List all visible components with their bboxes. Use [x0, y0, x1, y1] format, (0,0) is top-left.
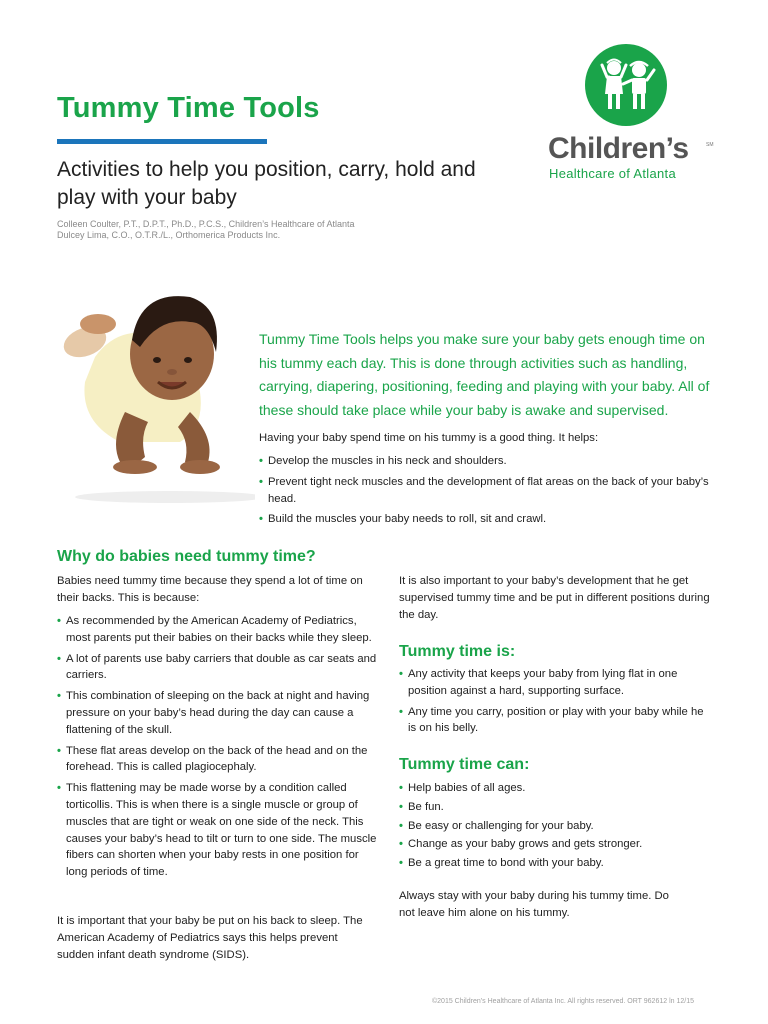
list-item: • This combination of sleeping on the back at night and having pressure on your baby’s head during the day can cause a flattening of the skull.: [57, 688, 379, 738]
list-item: • As recommended by the American Academy of Pediatrics, most parents put their babies on their backs while they sleep.: [57, 613, 379, 647]
why-list: [57, 613, 379, 885]
list-item: • This flattening may be made worse by a condition called torticollis. This is when there is a single muscle or group of muscles that are tight or weak on one side of the neck. This causes your baby’s head to tilt or turn to one side. The muscle fibers can shorten when your baby rests in one position for long periods of time.: [57, 780, 379, 881]
logo-subtitle: Healthcare of Atlanta: [549, 166, 676, 181]
list-item: • Help babies of all ages.: [399, 780, 714, 797]
helps-list: [259, 453, 719, 532]
list-item: • Change as your baby grows and gets stronger.: [399, 836, 714, 853]
tummy-time-is-list: [399, 666, 714, 741]
author-line: Dulcey Lima, C.O., O.T.R./L., Orthomerica Products Inc.: [57, 230, 281, 240]
list-item: • Build the muscles your baby needs to roll, sit and crawl.: [259, 511, 719, 528]
list-item: • Be easy or challenging for your baby.: [399, 818, 714, 835]
list-item: • Any time you carry, position or play with your baby while he is on his belly.: [399, 704, 714, 738]
list-item: • A lot of parents use baby carriers that double as car seats and carriers.: [57, 651, 379, 685]
list-item: • These flat areas develop on the back of the head and on the forehead. This is called plagiocephaly.: [57, 743, 379, 777]
baby-photo: [40, 262, 255, 512]
tummy-time-can-heading: Tummy time can:: [399, 756, 530, 773]
why-closing: It is important that your baby be put on his back to sleep. The American Academy of Pediatrics says this helps prevent sudden infant death syndrome (SIDS).: [57, 915, 363, 961]
logo-wordmark: Children’s: [548, 132, 689, 165]
list-item: • Prevent tight neck muscles and the development of flat areas on the back of your baby’s head.: [259, 474, 719, 508]
page-title: Tummy Time Tools: [57, 92, 320, 124]
authors: [57, 219, 355, 241]
children-figures-icon: [585, 44, 667, 126]
tummy-time-can-list: [399, 780, 714, 874]
list-item: • Any activity that keeps your baby from lying flat in one position against a hard, supporting surface.: [399, 666, 714, 700]
service-mark: SM: [706, 142, 714, 148]
page-subtitle: Activities to help you position, carry, hold and play with your baby: [57, 158, 476, 209]
title-underline: [57, 139, 267, 144]
why-lead: Babies need tummy time because they spend a lot of time on their backs. This is because:: [57, 575, 363, 604]
author-line: Colleen Coulter, P.T., D.P.T., Ph.D., P.C.S., Children’s Healthcare of Atlanta: [57, 219, 355, 229]
list-item: • Be a great time to bond with your baby.: [399, 855, 714, 872]
footer-copyright: ©2015 Children’s Healthcare of Atlanta Inc. All rights reserved. ORT 962612 ln 12/15: [432, 998, 694, 1005]
helps-lead: Having your baby spend time on his tummy is a good thing. It helps:: [259, 432, 599, 444]
right-lead: It is also important to your baby’s development that he get supervised tummy time and be put in different positions during the day.: [399, 575, 710, 621]
tummy-time-is-heading: Tummy time is:: [399, 643, 516, 660]
list-item: • Be fun.: [399, 799, 714, 816]
list-item: • Develop the muscles in his neck and shoulders.: [259, 453, 719, 470]
why-heading: Why do babies need tummy time?: [57, 548, 316, 565]
right-closing: Always stay with your baby during his tummy time. Do not leave him alone on his tummy.: [399, 890, 669, 919]
intro-text: Tummy Time Tools helps you make sure your baby gets enough time on his tummy each day. This is done through activities such as handling, carrying, diapering, positioning, feeding and playing with your baby. All of these should take place while your baby is awake and supervised.: [259, 331, 710, 418]
